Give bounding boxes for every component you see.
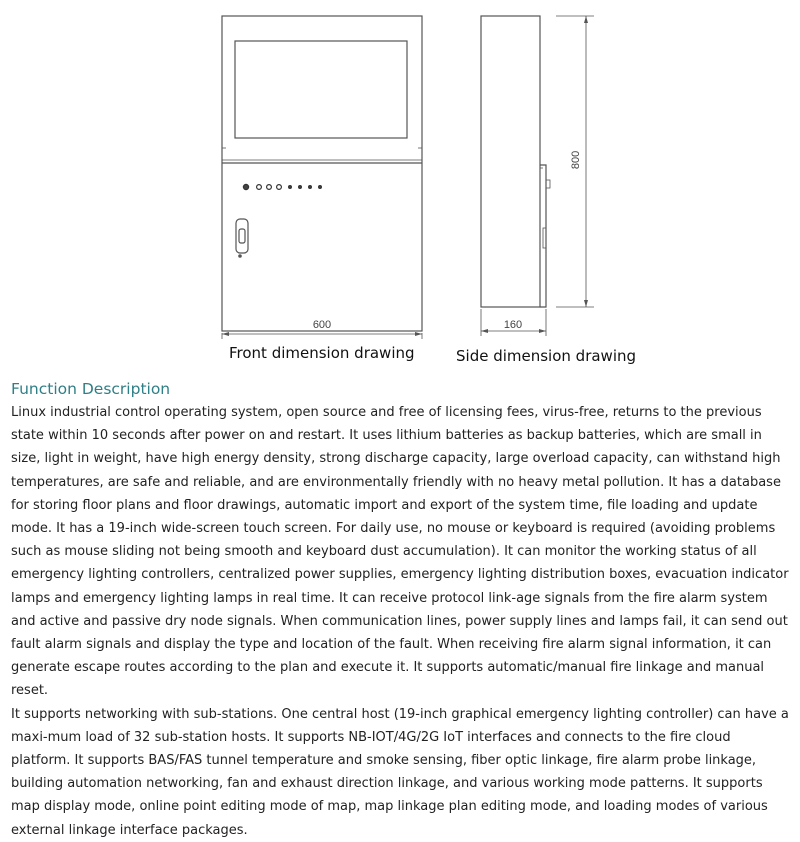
front-indicator-lights [243, 184, 321, 189]
front-door-lock [236, 219, 248, 253]
side-cabinet-outline [481, 16, 540, 307]
front-drawing-caption: Front dimension drawing [229, 344, 415, 362]
dimension-drawings [0, 0, 800, 375]
front-display-screen [235, 41, 407, 138]
front-cabinet-outline [222, 16, 422, 331]
front-width-label: 600 [312, 319, 332, 331]
side-height-label: 800 [570, 150, 582, 170]
description-paragraph: It supports networking with sub-stations. One central host (19-inch graphical emergency lighting controller) can have a maxi-mum load of 32 sub-station hosts. It supports NB-IOT/4G/2G IoT interfaces and connects to the fire cloud platform. It supports BAS/FAS tunnel temperature and smoke sensing, fiber optic linkage, fire alarm probe linkage, building automation networking, fan and exhaust direction linkage, and various working mode patterns. It supports map display mode, online point editing mode of map, map linkage plan editing mode, and loading modes of various external linkage interface packages. [11, 706, 789, 838]
description-paragraph: Linux industrial control operating system, open source and free of licensing fees, virus-free, returns to the previous state within 10 seconds after power on and restart. It uses lithium batteries as backup batteries, which are small in size, light in weight, have high energy density, strong discharge capacity, large overload capacity, can withstand high temperatures, are safe and reliable, and are environmentally friendly with no heavy metal pollution. It has a database for storing floor plans and floor drawings, automatic import and export of the system time, file loading and update mode. It has a 19-inch wide-screen touch screen. For daily use, no mouse or keyboard is required (avoiding problems such as mouse sliding not being smooth and keyboard dust accumulation). It can monitor the working status of all emergency lighting controllers, centralized power supplies, emergency lighting distribution boxes, evacuation indicator lamps and emergency lighting lamps in real time. It can receive protocol link-age signals from the fire alarm system and active and passive dry node signals. When communication lines, power supply lines and lamps fail, it can send out fault alarm signals and display the type and location of the fault. When receiving fire alarm signal information, it can generate escape routes according to the plan and execute it. It supports automatic/manual fire linkage and manual reset. [11, 405, 789, 699]
front-view-drawing [222, 16, 422, 339]
function-description [11, 401, 793, 842]
side-drawing-caption: Side dimension drawing [456, 347, 637, 365]
section-title: Function Description [11, 380, 171, 398]
side-view-drawing [481, 16, 594, 336]
side-depth-label: 160 [503, 319, 523, 331]
